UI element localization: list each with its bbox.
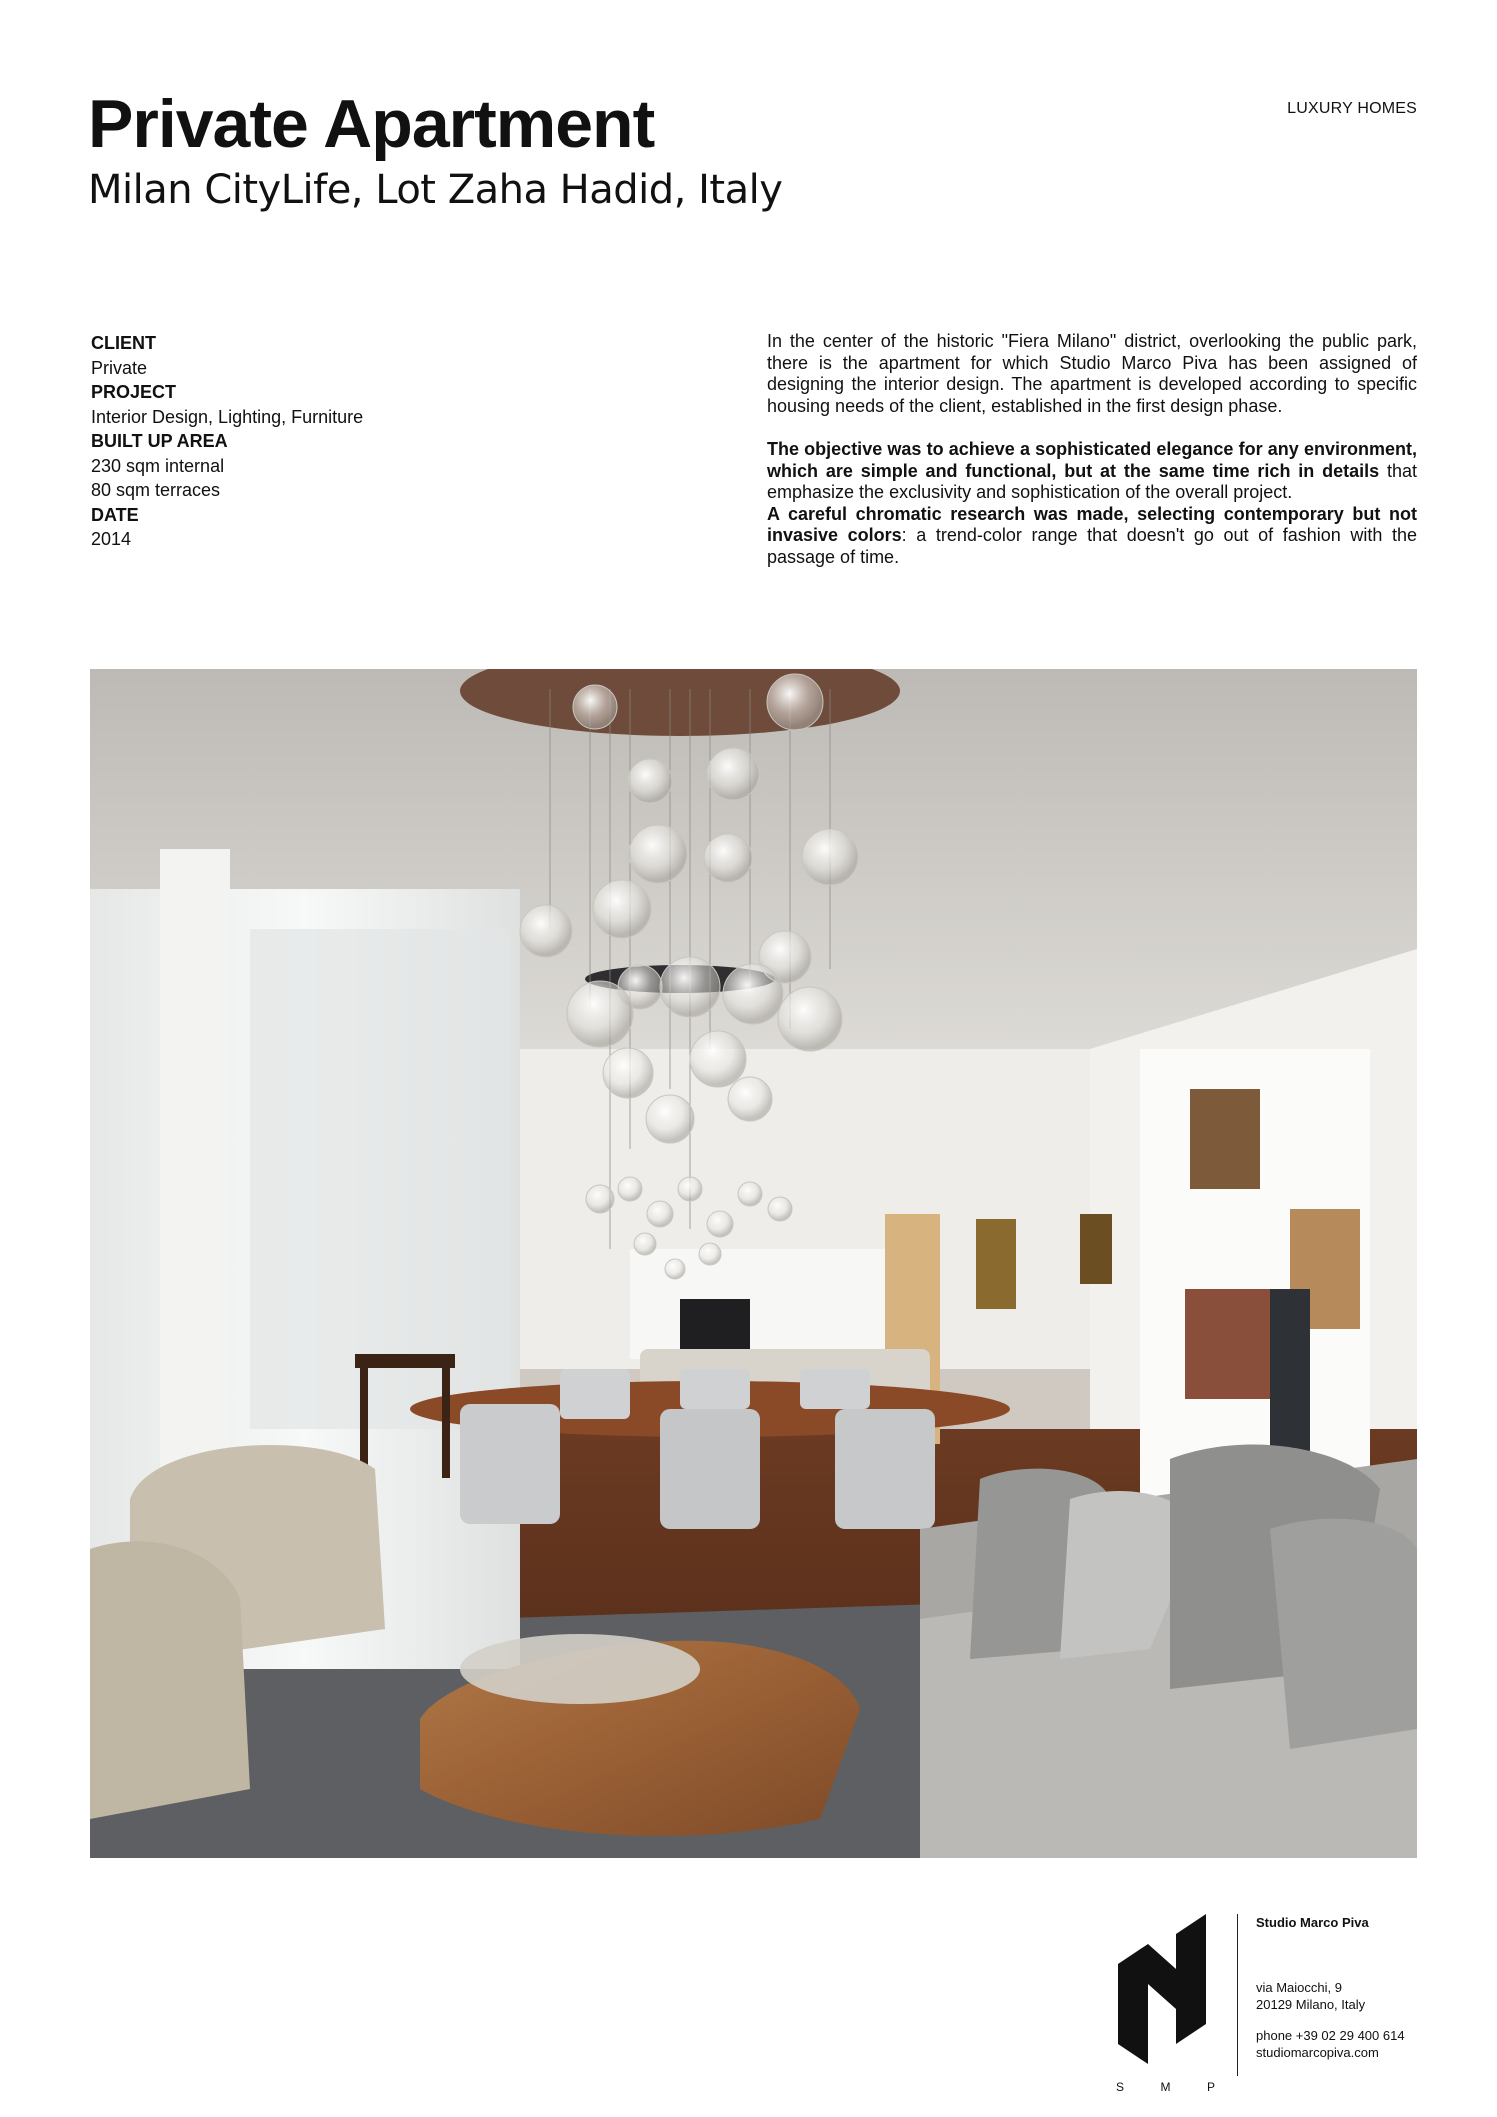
studio-address (1256, 1979, 1405, 2013)
project-details (91, 331, 511, 552)
logo-letter-s: S (1116, 2080, 1126, 2094)
living-room-photo (90, 669, 1417, 1858)
address-line-2: 20129 Milano, Italy (1256, 1997, 1366, 2012)
logo-letters (1116, 2080, 1216, 2094)
date-value: 2014 (91, 529, 132, 549)
date-label: DATE (91, 504, 139, 525)
description-paragraph-1: In the center of the historic "Fiera Milano" district, overlooking the public park, there is the apartment for which Studio Marco Piva has been assigned of designing the interior design. The apartment is developed according to specific housing needs of the client, established in the first design phase. (767, 331, 1417, 416)
logo-letter-m: M (1160, 2080, 1172, 2094)
address-line-1: via Maiocchi, 9 (1256, 1980, 1342, 1995)
category-label: LUXURY HOMES (1287, 100, 1417, 117)
description-text-2: that emphasize the exclusivity and sophistication of the overall project. (767, 460, 1417, 502)
area-terraces-value: 80 sqm terraces (91, 480, 221, 500)
smp-logo-icon (1118, 1914, 1218, 2064)
project-description (767, 331, 1417, 568)
description-paragraph-2 (767, 439, 1417, 568)
description-text-3: : a trend-color range that doesn't go out of fashion with the passage of time. (767, 525, 1417, 567)
studio-contact (1237, 1914, 1405, 2076)
area-label: BUILT UP AREA (91, 431, 228, 451)
client-value: Private (91, 357, 148, 378)
area-internal-value: 230 sqm internal (91, 455, 225, 476)
logo-letter-p: P (1206, 2080, 1216, 2094)
description-highlight-2: A careful chromatic research was made, selecting contemporary but not invasive colors (767, 503, 1417, 545)
project-value: Interior Design, Lighting, Furniture (91, 406, 364, 427)
project-label: PROJECT (91, 382, 177, 402)
studio-website: studiomarcopiva.com (1256, 2045, 1379, 2060)
page-subtitle: Milan CityLife, Lot Zaha Hadid, Italy (88, 167, 783, 213)
client-label: CLIENT (91, 333, 156, 353)
studio-phone: phone +39 02 29 400 614 (1256, 2028, 1405, 2043)
description-highlight-1: The objective was to achieve a sophisticated elegance for any environment, which are simple and functional, but at the same time rich in details (767, 439, 1417, 481)
page-title: Private Apartment (88, 86, 655, 162)
studio-name: Studio Marco Piva (1256, 1915, 1369, 1930)
